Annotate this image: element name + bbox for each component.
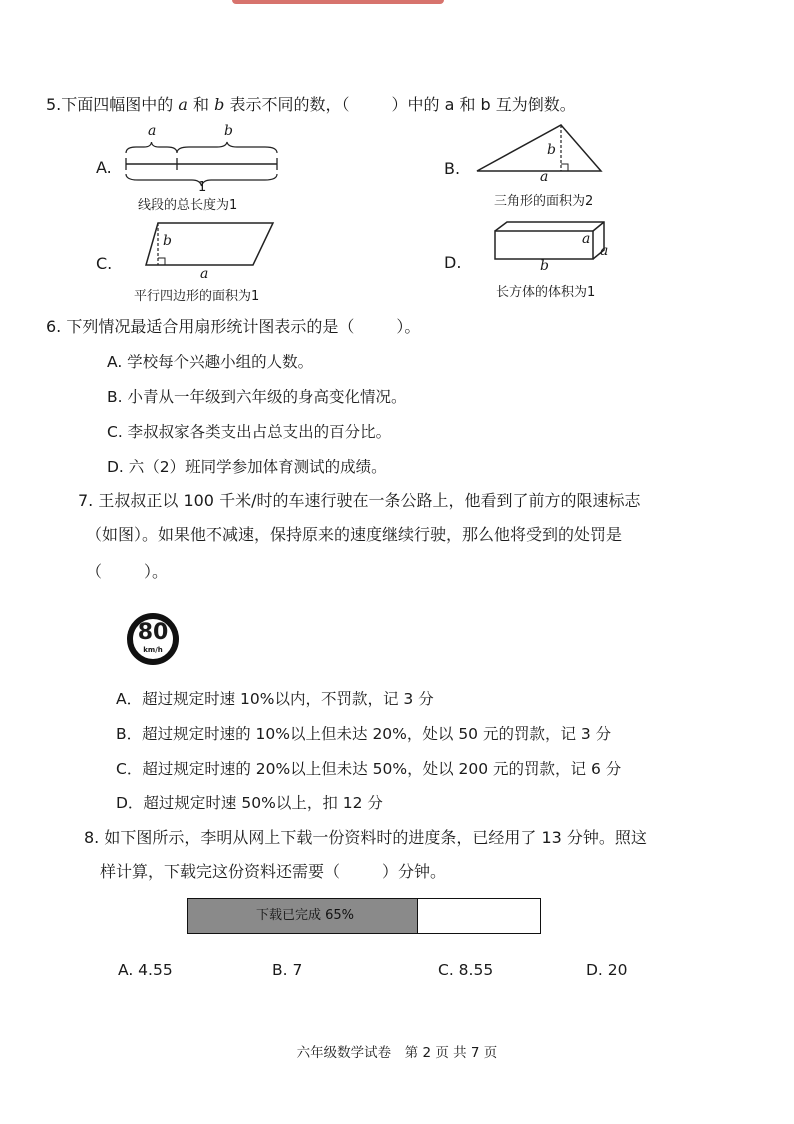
parallelogram-base-label: a xyxy=(200,266,209,282)
q5-option-b-caption: 三角形的面积为2 xyxy=(494,194,594,209)
speed-limit-unit: km/h xyxy=(143,646,163,654)
cuboid-length-label: b xyxy=(540,258,549,274)
q5-stem-mid: 表示不同的数，（ xyxy=(229,95,350,114)
q5-option-a-caption: 线段的总长度为1 xyxy=(138,198,238,213)
cuboid-figure xyxy=(490,218,610,263)
q8-line-2-text: 样计算，下载完这份资料还需要（ xyxy=(100,862,341,881)
q6-option-c: C. 李叔叔家各类支出占总支出的百分比。 xyxy=(107,423,392,441)
q8-option-d: D. 20 xyxy=(586,961,628,979)
parallelogram-height-label: b xyxy=(163,233,172,249)
q7-paren-open: （ xyxy=(86,562,103,581)
cuboid-height-label: a xyxy=(582,231,591,247)
q8-line-2-end: ）分钟。 xyxy=(382,862,447,881)
q5-stem-and: 和 xyxy=(193,95,210,114)
top-edge-mark xyxy=(232,0,444,4)
download-progress-text: 下载已完成 65% xyxy=(255,908,355,923)
segment-label-b: b xyxy=(224,123,233,139)
q5-stem-tail: ）中的 a 和 b 互为倒数。 xyxy=(391,95,576,114)
triangle-height-label: b xyxy=(547,142,556,158)
speed-limit-sign xyxy=(126,612,180,666)
cuboid-width-label: a xyxy=(600,243,609,259)
q7-option-b: B．超过规定时速的 10%以上但未达 20%，处以 50 元的罚款，记 3 分 xyxy=(116,725,612,743)
page-footer: 六年级数学试卷 第 2 页 共 7 页 xyxy=(296,1045,498,1061)
q7-paren-close: ）。 xyxy=(144,562,169,581)
q7-option-c: C．超过规定时速的 20%以上但未达 50%，处以 200 元的罚款，记 6 分 xyxy=(116,760,622,778)
q7-line-1: 7. 王叔叔正以 100 千米/时的车速行驶在一条公路上，他看到了前方的限速标志 xyxy=(78,491,641,510)
q8-line-2 xyxy=(100,861,446,883)
q5-stem xyxy=(46,94,576,116)
segment-label-a: a xyxy=(148,123,157,139)
q5-stem-prefix: 5.下面四幅图中的 xyxy=(46,95,174,114)
q7-option-d: D．超过规定时速 50%以上，扣 12 分 xyxy=(116,794,383,812)
q8-option-b: B. 7 xyxy=(272,961,303,979)
q6-stem xyxy=(46,316,420,338)
q8-line-1: 8. 如下图所示，李明从网上下载一份资料时的进度条，已经用了 13 分钟。照这 xyxy=(84,828,647,847)
q6-option-a: A. 学校每个兴趣小组的人数。 xyxy=(107,353,314,371)
triangle-base-label: a xyxy=(540,169,549,185)
q7-line-2: （如图）。如果他不减速，保持原来的速度继续行驶，那么他将受到的处罚是 xyxy=(86,525,623,544)
q7-line-3 xyxy=(86,561,168,583)
segment-label-total: 1 xyxy=(198,180,207,195)
q5-option-b-letter: B. xyxy=(444,159,461,178)
q5-option-a-letter: A. xyxy=(96,158,112,177)
q6-option-d: D. 六（2）班同学参加体育测试的成绩。 xyxy=(107,458,387,476)
q7-option-a: A．超过规定时速 10%以内，不罚款，记 3 分 xyxy=(116,690,434,708)
q6-stem-text: 6. 下列情况最适合用扇形统计图表示的是（ xyxy=(46,317,355,336)
q6-stem-end: ）。 xyxy=(396,317,421,336)
q5-option-d-letter: D. xyxy=(444,253,462,272)
q5-option-d-caption: 长方体的体积为1 xyxy=(496,285,596,300)
q5-option-c-caption: 平行四边形的面积为1 xyxy=(134,289,260,304)
speed-limit-number: 80 xyxy=(137,620,169,645)
q6-option-b: B. 小青从一年级到六年级的身高变化情况。 xyxy=(107,388,407,406)
q8-option-a: A. 4.55 xyxy=(118,961,173,979)
download-progress-bar xyxy=(187,898,541,934)
triangle-figure xyxy=(470,120,610,175)
q5-option-c-letter: C. xyxy=(96,254,113,273)
q5-stem-a: a xyxy=(178,95,188,114)
q5-stem-b: b xyxy=(214,95,225,114)
q8-option-c: C. 8.55 xyxy=(438,961,494,979)
